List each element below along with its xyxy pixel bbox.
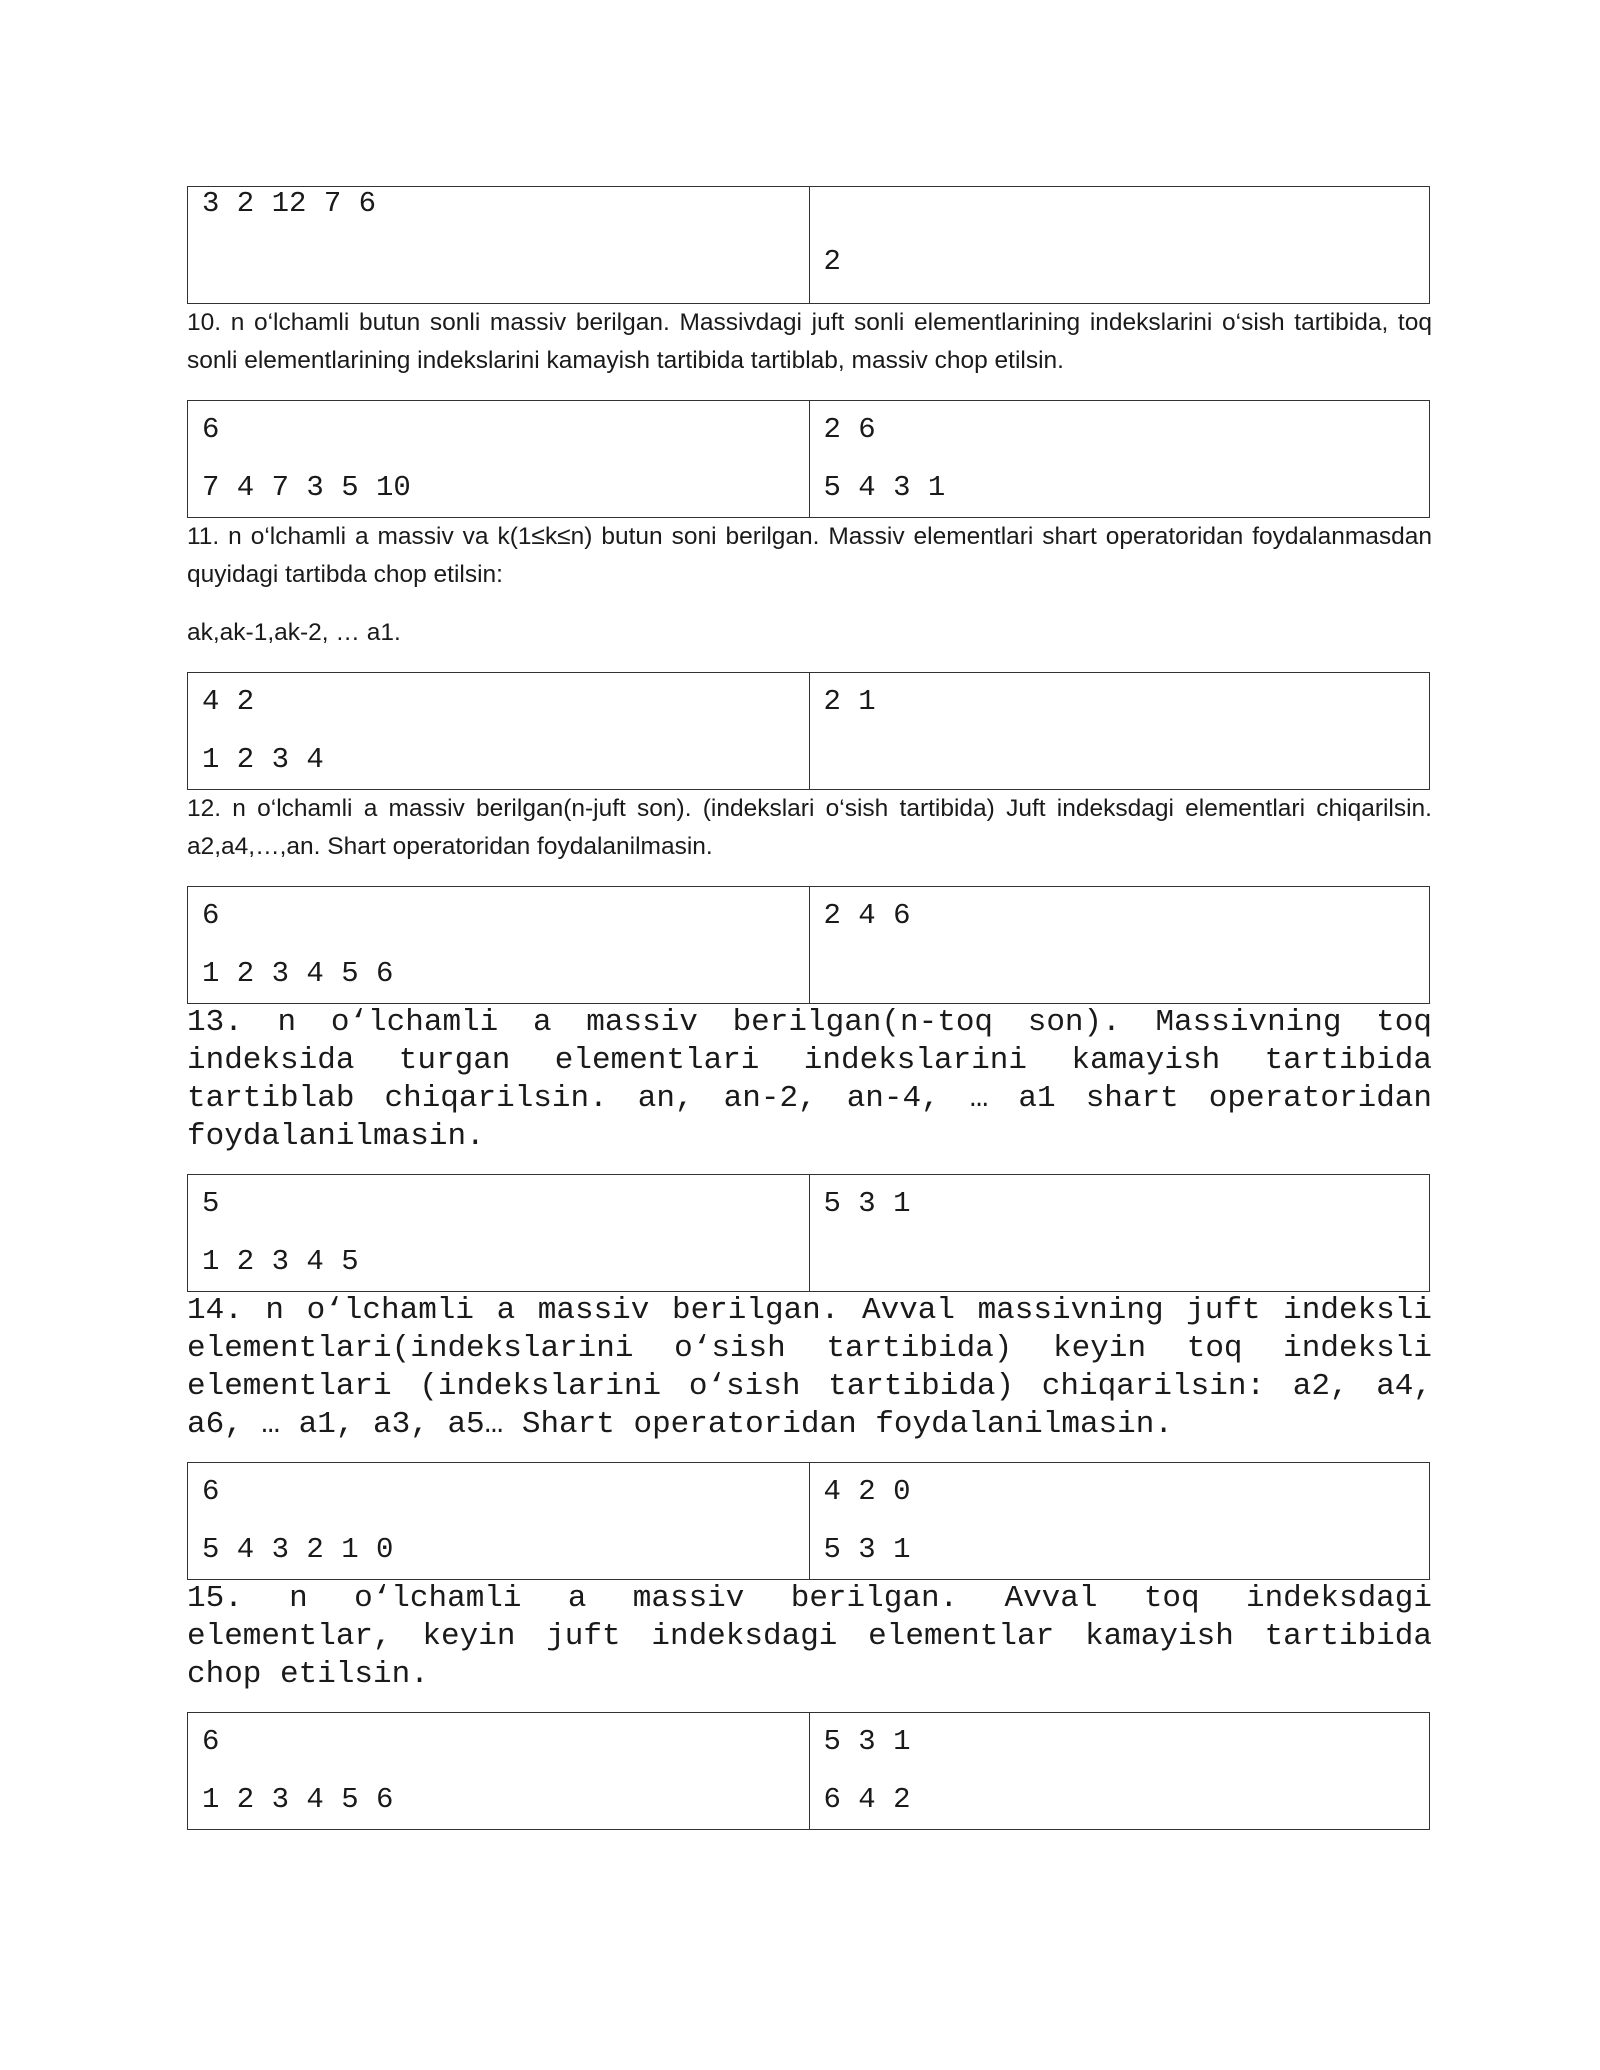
example-table-10	[187, 400, 1430, 518]
output-cell	[809, 1463, 1430, 1579]
output-cell	[809, 1713, 1430, 1829]
task-13-text: 13. n o‘lchamli a massiv berilgan(n-toq son). Massivning toq indeksida turgan elementlari indekslarini kamayish tartibida tartiblab chiqarilsin. an, an-2, an-4, … a1 shart operatoridan foydalanilmasin.	[187, 1005, 1432, 1154]
input-cell	[188, 1175, 809, 1291]
input-cell	[188, 1463, 809, 1579]
output-line: 5 3 1	[823, 1533, 911, 1566]
output-cell	[809, 401, 1430, 517]
input-line: 1 2 3 4 5 6	[202, 957, 394, 990]
example-table-9	[187, 186, 1430, 304]
input-cell	[188, 887, 809, 1003]
output-line: 2 1	[823, 685, 876, 718]
input-cell	[188, 1713, 809, 1829]
output-line: 5 3 1	[823, 1725, 911, 1758]
input-line: 1 2 3 4 5	[202, 1245, 359, 1278]
task-11-text: 11. n o‘lchamli a massiv va k(1≤k≤n) butun soni berilgan. Massiv elementlari shart operatoridan foydalanmasdan quyidagi tartibda chop etilsin:	[187, 523, 1432, 588]
input-line: 3 2 12 7 6	[202, 187, 377, 220]
output-cell	[809, 187, 1430, 303]
input-line: 7 4 7 3 5 10	[202, 471, 411, 504]
document-page	[187, 186, 1432, 1830]
input-line: 6	[202, 1475, 220, 1508]
input-cell	[188, 401, 809, 517]
task-12-text: 12. n o‘lchamli a massiv berilgan(n-juft son). (indekslari o‘sish tartibida) Juft indeksdagi elementlari chiqarilsin. a2,a4,…,an. Shart operatoridan foydalanilmasin.	[187, 795, 1432, 860]
output-line: 2 4 6	[823, 899, 911, 932]
input-line: 6	[202, 899, 220, 932]
output-line: 5 3 1	[823, 1187, 911, 1220]
example-table-14	[187, 1462, 1430, 1580]
input-line: 6	[202, 413, 220, 446]
output-cell	[809, 1175, 1430, 1291]
output-line: 4 2 0	[823, 1475, 911, 1508]
example-table-11	[187, 672, 1430, 790]
output-line: 6 4 2	[823, 1783, 911, 1816]
input-line: 5 4 3 2 1 0	[202, 1533, 394, 1566]
example-table-12	[187, 886, 1430, 1004]
input-line: 4 2	[202, 685, 255, 718]
example-table-15	[187, 1712, 1430, 1830]
output-line: 2 6	[823, 413, 876, 446]
output-line: 2	[823, 245, 841, 278]
input-line: 1 2 3 4 5 6	[202, 1783, 394, 1816]
task-14-text: 14. n o‘lchamli a massiv berilgan. Avval massivning juft indeksli elementlari(indekslarini o‘sish tartibida) keyin toq indeksli elementlari (indekslarini o‘sish tartibida) chiqarilsin: a2, a4, a6, … a1, a3, a5… Shart operatoridan foydalanilmasin.	[187, 1293, 1432, 1442]
input-line: 1 2 3 4	[202, 743, 324, 776]
input-cell	[188, 187, 809, 303]
example-table-13	[187, 1174, 1430, 1292]
output-cell	[809, 887, 1430, 1003]
task-11-formula: ak,ak-1,ak-2, … a1.	[187, 619, 401, 646]
task-15-text: 15. n o‘lchamli a massiv berilgan. Avval toq indeksdagi elementlar, keyin juft indeksdagi elementlar kamayish tartibida chop etilsin.	[187, 1581, 1432, 1692]
input-line: 6	[202, 1725, 220, 1758]
output-cell	[809, 673, 1430, 789]
input-cell	[188, 673, 809, 789]
task-10-text: 10. n o‘lchamli butun sonli massiv berilgan. Massivdagi juft sonli elementlarining indekslarini o‘sish tartibida, toq sonli elementlarining indekslarini kamayish tartibida tartiblab, massiv chop etilsin.	[187, 309, 1432, 374]
input-line: 5	[202, 1187, 220, 1220]
output-line: 5 4 3 1	[823, 471, 946, 504]
